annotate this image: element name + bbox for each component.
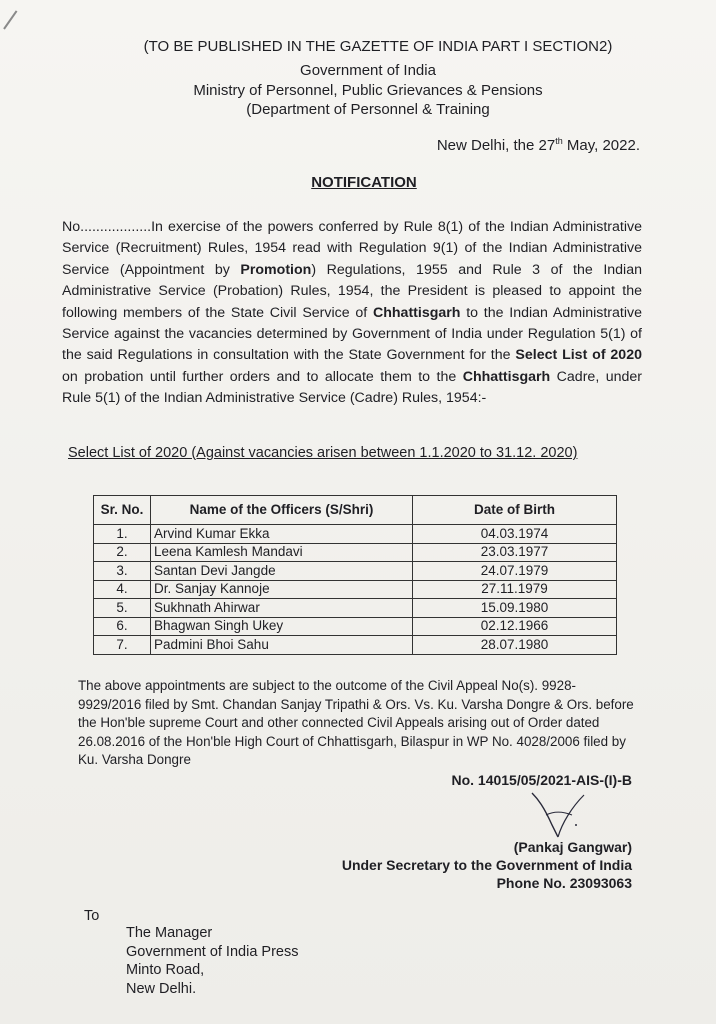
row-sr-no: 2. bbox=[94, 543, 151, 562]
row-date-of-birth: 15.09.1980 bbox=[413, 599, 617, 618]
row-sr-no: 4. bbox=[94, 580, 151, 599]
date-rest: May, 2022. bbox=[562, 137, 640, 154]
body-text-3: to the Indian Administrative Service against the vacancies determined by Government of India under Regulation 5(1) of the said Regulations in consultation with the State Government for the bbox=[62, 304, 642, 364]
pen-mark bbox=[3, 10, 17, 29]
body-bold-state: Chhattisgarh bbox=[372, 304, 461, 321]
department-line: (Department of Personnel & Training bbox=[246, 101, 490, 118]
date-prefix: New Delhi, the 27 bbox=[436, 137, 556, 154]
select-list-heading: Select List of 2020 (Against vacancies arisen between 1.1.2020 to 31.12. 2020) bbox=[68, 445, 578, 461]
signatory-block bbox=[342, 838, 632, 892]
signatory-name: (Pankaj Gangwar) bbox=[513, 839, 632, 855]
table-row bbox=[94, 562, 617, 581]
header-officer-name: Name of the Officers (S/Shri) bbox=[151, 496, 413, 525]
body-text-4: on probation until further orders and to allocate them to the bbox=[62, 368, 463, 385]
issue-date bbox=[437, 136, 640, 154]
row-officer-name: Sukhnath Ahirwar bbox=[151, 599, 413, 618]
row-sr-no: 3. bbox=[94, 562, 151, 581]
row-officer-name: Arvind Kumar Ekka bbox=[151, 525, 413, 544]
date-sup: th bbox=[555, 136, 563, 146]
notification-title: NOTIFICATION bbox=[311, 174, 417, 191]
row-sr-no: 1. bbox=[94, 525, 151, 544]
officers-table bbox=[93, 495, 617, 655]
body-bold-promotion: Promotion bbox=[240, 261, 312, 278]
row-officer-name: Santan Devi Jangde bbox=[151, 562, 413, 581]
row-sr-no: 7. bbox=[94, 636, 151, 655]
row-sr-no: 5. bbox=[94, 599, 151, 618]
address-line: Minto Road, bbox=[126, 962, 205, 978]
table-row bbox=[94, 543, 617, 562]
table-row bbox=[94, 599, 617, 618]
row-officer-name: Padmini Bhoi Sahu bbox=[151, 636, 413, 655]
row-date-of-birth: 27.11.1979 bbox=[413, 580, 617, 599]
signature-mark bbox=[528, 785, 588, 841]
table-row bbox=[94, 636, 617, 655]
row-date-of-birth: 04.03.1974 bbox=[413, 525, 617, 544]
address-line: Government of India Press bbox=[126, 943, 299, 960]
signatory-phone: Phone No. 23093063 bbox=[496, 875, 632, 891]
table-header-row bbox=[94, 496, 617, 525]
appointment-note: The above appointments are subject to the outcome of the Civil Appeal No(s). 9928-9929/2016 filed by Smt. Chandan Sanjay Tripathi & Ors. Vs. Ku. Varsha Dongre & Ors. before the Hon'ble supreme Court and other connected Civil Appeals arising out of Order dated 26.08.2016 of the Hon'ble High Court of Chhattisgarh, Bilaspur in WP No. 4028/2006 filed by Ku. Varsha Dongre bbox=[78, 678, 634, 768]
body-text-5: Cadre, under Rule 5(1) of the Indian Administrative Service (Cadre) Rules, 1954:- bbox=[62, 368, 643, 407]
row-sr-no: 6. bbox=[94, 617, 151, 636]
row-officer-name: Bhagwan Singh Ukey bbox=[151, 617, 413, 636]
address-line: The Manager bbox=[126, 925, 213, 941]
row-date-of-birth: 23.03.1977 bbox=[413, 543, 617, 562]
row-date-of-birth: 24.07.1979 bbox=[413, 562, 617, 581]
file-number: No. 14015/05/2021-AIS-(I)-B bbox=[451, 772, 632, 788]
table-row bbox=[94, 525, 617, 544]
row-officer-name: Leena Kamlesh Mandavi bbox=[151, 543, 413, 562]
to-label: To bbox=[84, 908, 100, 924]
ministry-line: Ministry of Personnel, Public Grievances & Pensions bbox=[193, 82, 543, 99]
body-text-1: No..................In exercise of the powers conferred by Rule 8(1) of the Indian Administrative Service (Recruitment) Rules, 1954 read with Regulation 9(1) of the Indian Administrative Service (Appointment by bbox=[62, 219, 642, 278]
row-date-of-birth: 28.07.1980 bbox=[413, 636, 617, 655]
table-row bbox=[94, 617, 617, 636]
row-officer-name: Dr. Sanjay Kannoje bbox=[151, 580, 413, 599]
row-date-of-birth: 02.12.1966 bbox=[413, 617, 617, 636]
government-line: Government of India bbox=[300, 62, 436, 79]
gazette-header: (TO BE PUBLISHED IN THE GAZETTE OF INDIA PART I SECTION2) bbox=[143, 38, 613, 55]
recipient-address bbox=[126, 924, 298, 998]
signatory-designation: Under Secretary to the Government of India bbox=[341, 857, 632, 873]
body-bold-cadre: Chhattisgarh bbox=[462, 368, 551, 385]
header-sr-no: Sr. No. bbox=[94, 496, 151, 525]
notification-body bbox=[62, 217, 642, 410]
address-line: New Delhi. bbox=[126, 980, 197, 997]
header-date-of-birth: Date of Birth bbox=[413, 496, 617, 525]
body-text-2: ) Regulations, 1955 and Rule 3 of the Indian Administrative Service (Probation) Rules, 1954, the President is pleased to appoint the following members of the State Civil Service of bbox=[62, 261, 642, 321]
table-row bbox=[94, 580, 617, 599]
body-bold-select-list: Select List of 2020 bbox=[515, 347, 642, 364]
